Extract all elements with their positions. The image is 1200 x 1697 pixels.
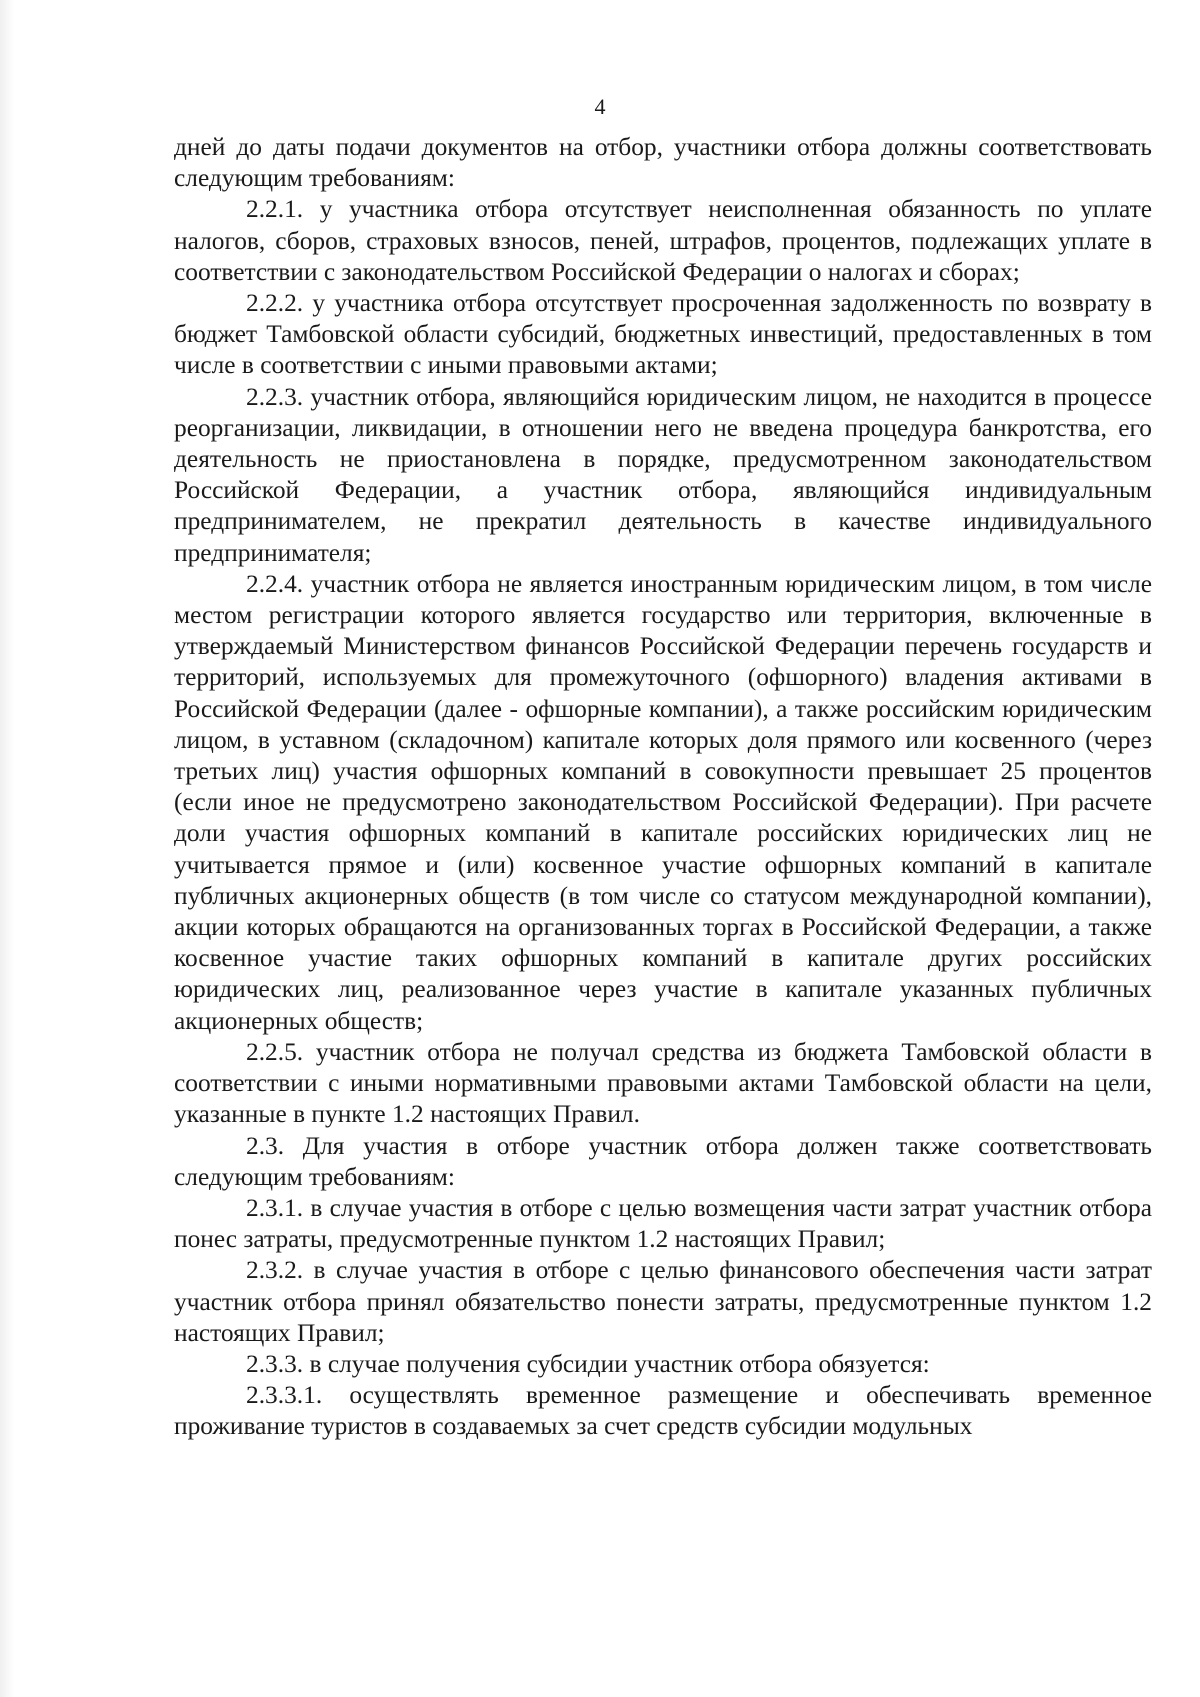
paragraph-2-2-3: 2.2.3. участник отбора, являющийся юридическим лицом, не находится в процессе реорганизации, ликвидации, в отношении него не введена процедура банкротства, его деятельность не приостановлена в порядке, предусмотренном законодательством Российской Федерации, а участник отбора, являющийся индивидуальным предпринимателем, не прекратил деятельность в качестве индивидуального предпринимателя; (174, 382, 1152, 567)
paragraph-2-2-2: 2.2.2. у участника отбора отсутствует просроченная задолженность по возврату в бюджет Тамбовской области субсидий, бюджетных инвестиций, предоставленных в том числе в соответствии с иными правовыми актами; (174, 289, 1152, 380)
paragraph-2-3-3-1: 2.3.3.1. осуществлять временное размещение и обеспечивать временное проживание туристов в создаваемых за счет средств субсидии модульных (174, 1381, 1152, 1441)
document-body (174, 132, 1152, 1443)
scan-edge-shadow (0, 0, 14, 1697)
paragraph-2-3: 2.3. Для участия в отборе участник отбора должен также соответствовать следующим требованиям: (174, 1131, 1152, 1191)
paragraph-2-2-1: 2.2.1. у участника отбора отсутствует неисполненная обязанность по уплате налогов, сборов, страховых взносов, пеней, штрафов, процентов, подлежащих уплате в соответствии с законодательством Российской Федерации о налогах и сборах; (174, 195, 1152, 286)
paragraph-2-3-1: 2.3.1. в случае участия в отборе с целью возмещения части затрат участник отбора понес затраты, предусмотренные пунктом 1.2 настоящих Правил; (174, 1193, 1152, 1254)
paragraph-2-2-4: 2.2.4. участник отбора не является иностранным юридическим лицом, в том числе местом регистрации которого является государство или территория, включенные в утверждаемый Министерством финансов Российской Федерации перечень государств и территорий, используемых для промежуточного (офшорного) владения активами в Российской Федерации (далее - офшорные компании), а также российским юридическим лицом, в уставном (складочном) капитале которых доля прямого или косвенного (через третьих лиц) участия офшорных компаний в совокупности превышает 25 процентов (если иное не предусмотрено законодательством Российской Федерации). При расчете доли участия офшорных компаний в капитале российских юридических лиц не учитывается прямое и (или) косвенное участие офшорных компаний в капитале публичных акционерных обществ (в том числе со статусом международной компании), акции которых обращаются на организованных торгах в Российской Федерации, а также косвенное участие таких офшорных компаний в капитале других российских юридических лиц, реализованное через участие в капитале указанных публичных акционерных обществ; (174, 569, 1152, 1035)
paragraph-2-3-2: 2.3.2. в случае участия в отборе с целью финансового обеспечения части затрат участник отбора принял обязательство понести затраты, предусмотренные пунктом 1.2 настоящих Правил; (174, 1256, 1152, 1347)
paragraph-2-2-5: 2.2.5. участник отбора не получал средства из бюджета Тамбовской области в соответствии с иными нормативными правовыми актами Тамбовской области на цели, указанные в пункте 1.2 настоящих Правил. (174, 1037, 1152, 1129)
page-number: 4 (594, 94, 606, 119)
paragraph-0: дней до даты подачи документов на отбор, участники отбора должны соответствовать следующим требованиям: (174, 133, 1152, 193)
paragraph-2-3-3: 2.3.3. в случае получения субсидии участник отбора обязуется: (246, 1349, 930, 1378)
